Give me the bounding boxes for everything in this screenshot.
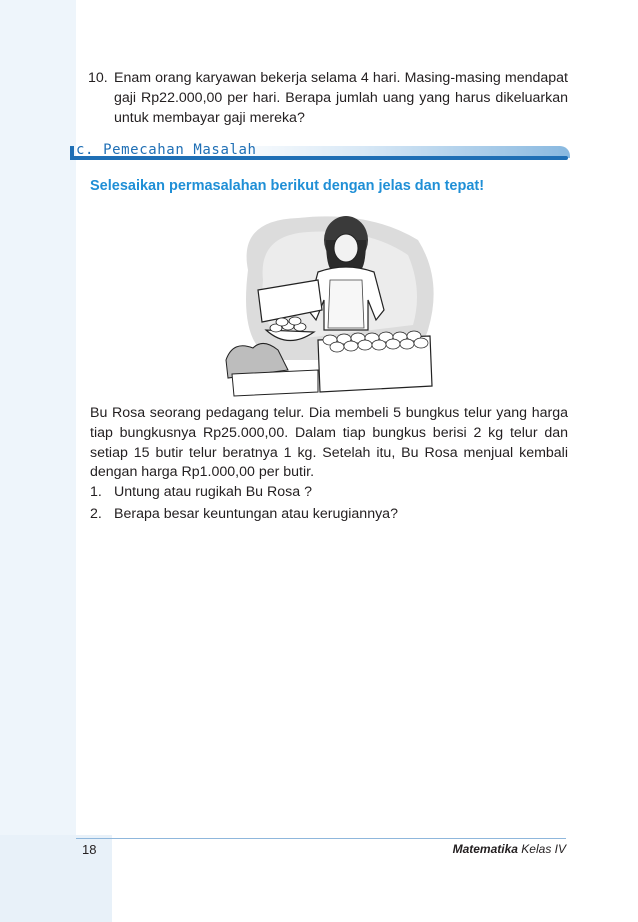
question-10 [88, 68, 568, 128]
section-header [70, 140, 570, 164]
question-number: 10. [88, 70, 108, 86]
section-instruction: Selesaikan permasalahan berikut dengan jelas dan tepat! [90, 178, 485, 194]
problem-question-2 [90, 506, 398, 522]
section-title: c. Pemecahan Masalah [76, 142, 257, 158]
page-number: 18 [82, 842, 97, 857]
margin-strip [0, 0, 76, 922]
book-title-grade: Kelas IV [517, 842, 566, 856]
list-text: Berapa besar keuntungan atau kerugiannya? [114, 506, 398, 522]
book-title-subject: Matematika [452, 842, 518, 856]
list-number: 2. [90, 506, 102, 522]
egg-seller-illustration [218, 210, 440, 400]
question-text: Enam orang karyawan bekerja selama 4 hari. Masing-masing mendapat gaji Rp22.000,00 per hari. Berapa jumlah uang yang harus dikeluarkan untuk membayar gaji mereka? [114, 70, 568, 126]
book-title [453, 842, 566, 856]
footer-rule [76, 838, 566, 839]
problem-text: Bu Rosa seorang pedagang telur. Dia membeli 5 bungkus telur yang harga tiap bungkusnya Rp25.000,00. Dalam tiap bungkus berisi 2 kg telur dan setiap 15 butir telur beratnya 1 kg. Setelah itu, Bu Rosa menjual kembali dengan harga Rp1.000,00 per butir. [90, 405, 568, 481]
list-number: 1. [90, 484, 102, 500]
problem-question-1 [90, 484, 312, 500]
list-text: Untung atau rugikah Bu Rosa ? [114, 484, 312, 500]
